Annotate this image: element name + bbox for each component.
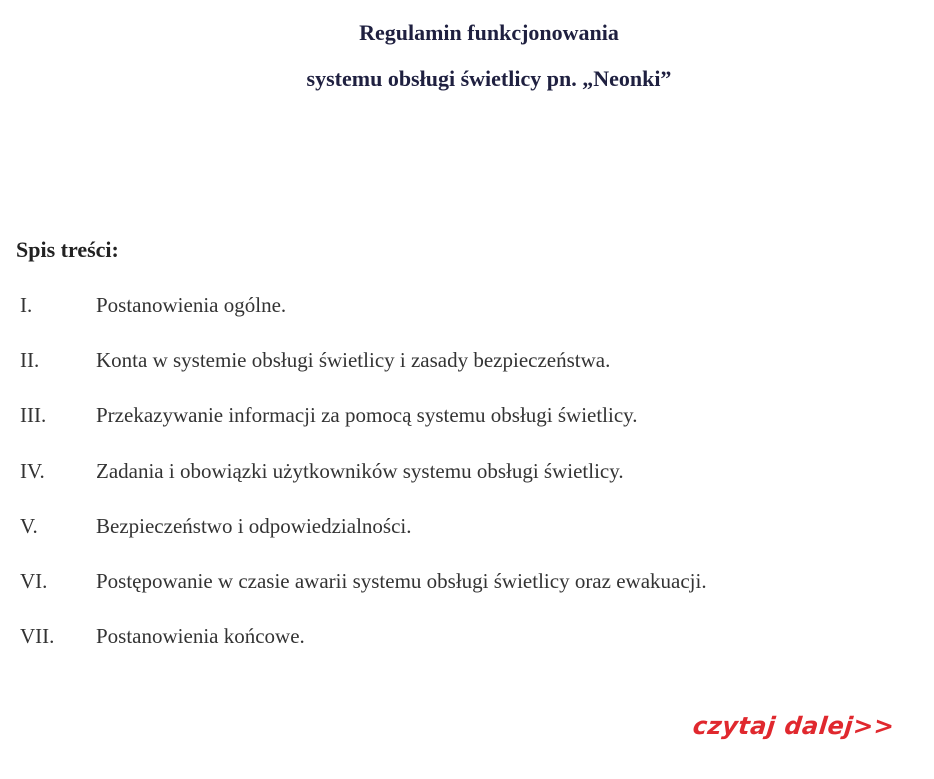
toc-item-3 — [20, 401, 900, 456]
toc-item-number: II. — [20, 348, 40, 373]
document-title-line1: Regulamin funkcjonowania — [359, 20, 619, 45]
toc-item-1 — [20, 291, 900, 346]
toc-item-text: Zadania i obowiązki użytkowników systemu obsługi świetlicy. — [96, 458, 624, 483]
toc-item-text: Konta w systemie obsługi świetlicy i zasady bezpieczeństwa. — [96, 348, 611, 373]
toc-item-7 — [20, 622, 900, 677]
toc-item-6 — [20, 567, 900, 622]
toc-item-number: III. — [20, 403, 47, 428]
toc-item-4 — [20, 457, 900, 512]
document-title-line2: systemu obsługi świetlicy pn. „Neonki” — [306, 66, 672, 91]
toc-item-text: Postanowienia ogólne. — [96, 293, 287, 317]
read-more-link[interactable]: czytaj dalej>> — [691, 712, 896, 740]
toc-item-number: IV. — [20, 458, 45, 483]
toc-item-number: VII. — [20, 624, 55, 649]
toc-item-text: Bezpieczeństwo i odpowiedzialności. — [96, 513, 412, 538]
toc-item-2 — [20, 346, 900, 401]
toc-item-number: VI. — [20, 568, 48, 593]
toc-heading: Spis treści: — [16, 237, 119, 262]
toc-list — [20, 291, 900, 677]
toc-item-text: Postanowienia końcowe. — [96, 624, 305, 649]
toc-item-number: V. — [20, 513, 38, 538]
toc-item-number: I. — [20, 293, 33, 317]
toc-item-5 — [20, 512, 900, 567]
toc-item-text: Przekazywanie informacji za pomocą systemu obsługi świetlicy. — [96, 403, 638, 428]
toc-item-text: Postępowanie w czasie awarii systemu obsługi świetlicy oraz ewakuacji. — [96, 568, 707, 593]
